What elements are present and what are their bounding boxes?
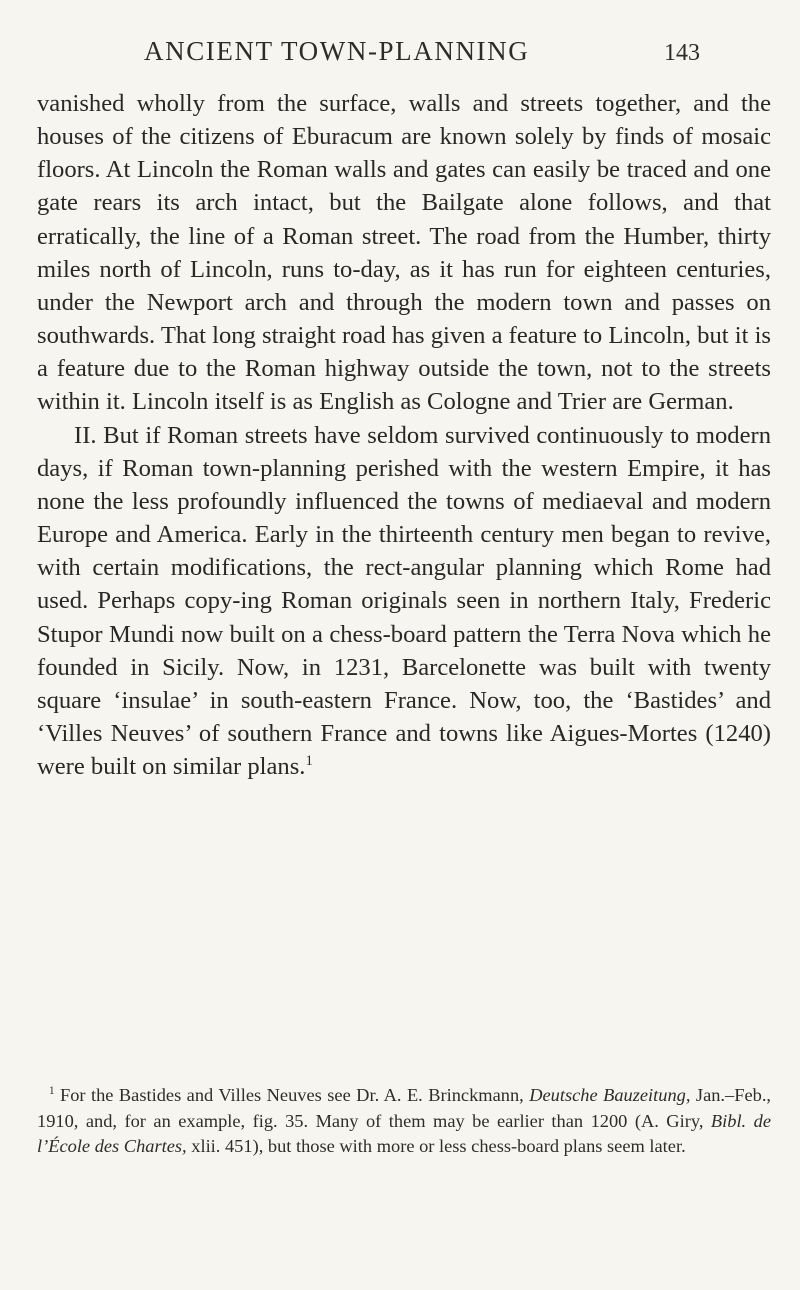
- footnote-text-1: For the Bastides and Villes Neuves see Dr. A. E. Brinckmann,: [59, 1085, 524, 1105]
- running-head: [140, 36, 700, 68]
- body-text: [37, 87, 771, 783]
- footnote-1: [37, 1083, 771, 1160]
- footnote-work-title: Bibl. de l’École des Chartes,: [37, 1110, 771, 1157]
- paragraph-2-text: II. But if Roman streets have seldom survived continuously to modern days, if Roman town-planning perished with the western Empire, it has none the less profoundly influenced the towns of mediaeval and modern Europe and America. Early in the thirteenth century men began to revive, with certain modifications, the rect-angular planning which Rome had used. Perhaps copy-ing Roman originals seen in northern Italy, Frederic Stupor Mundi now built on a chess-board pattern the Terra Nova which he founded in Sicily. Now, in 1231, Barcelonette was built with twenty square ‘insulae’ in south-eastern France. Now, too, the ‘Bastides’ and ‘Villes Neuves’ of southern France and towns like Aigues-Mortes (1240) were built on similar plans.: [37, 421, 771, 781]
- paragraph-2: [37, 419, 771, 784]
- footnote-reference: 1: [305, 752, 313, 769]
- footnote-text-3: xlii. 451), but those with more or less chess-board plans seem later.: [191, 1136, 686, 1157]
- paragraph-1-text: vanished wholly from the surface, walls and streets together, and the houses of the citizens of Eburacum are known solely by finds of mosaic floors. At Lincoln the Roman walls and gates can easily be traced and one gate rears its arch intact, but the Bailgate alone follows, and that erratically, the line of a Roman street. The road from the Humber, thirty miles north of Lincoln, runs to-day, as it has run for eighteen centuries, under the Newport arch and through the modern town and passes on southwards. That long straight road has given a feature to Lincoln, but it is a feature due to the Roman highway outside the town, not to the streets within it. Lincoln itself is as English as Cologne and Trier are German.: [37, 90, 771, 416]
- running-title: ANCIENT TOWN-PLANNING: [144, 36, 530, 66]
- footnote-text-2: Jan.–Feb., 1910, and, for an example, fig. 35. Many of them may be earlier than 1200 (A. Giry,: [37, 1085, 772, 1131]
- footnotes: [37, 1083, 771, 1160]
- footnote-marker: 1: [49, 1084, 55, 1097]
- footnote-journal-title: Deutsche Bauzeitung,: [529, 1085, 691, 1105]
- page-number: 143: [664, 40, 700, 66]
- paragraph-1: [37, 87, 771, 419]
